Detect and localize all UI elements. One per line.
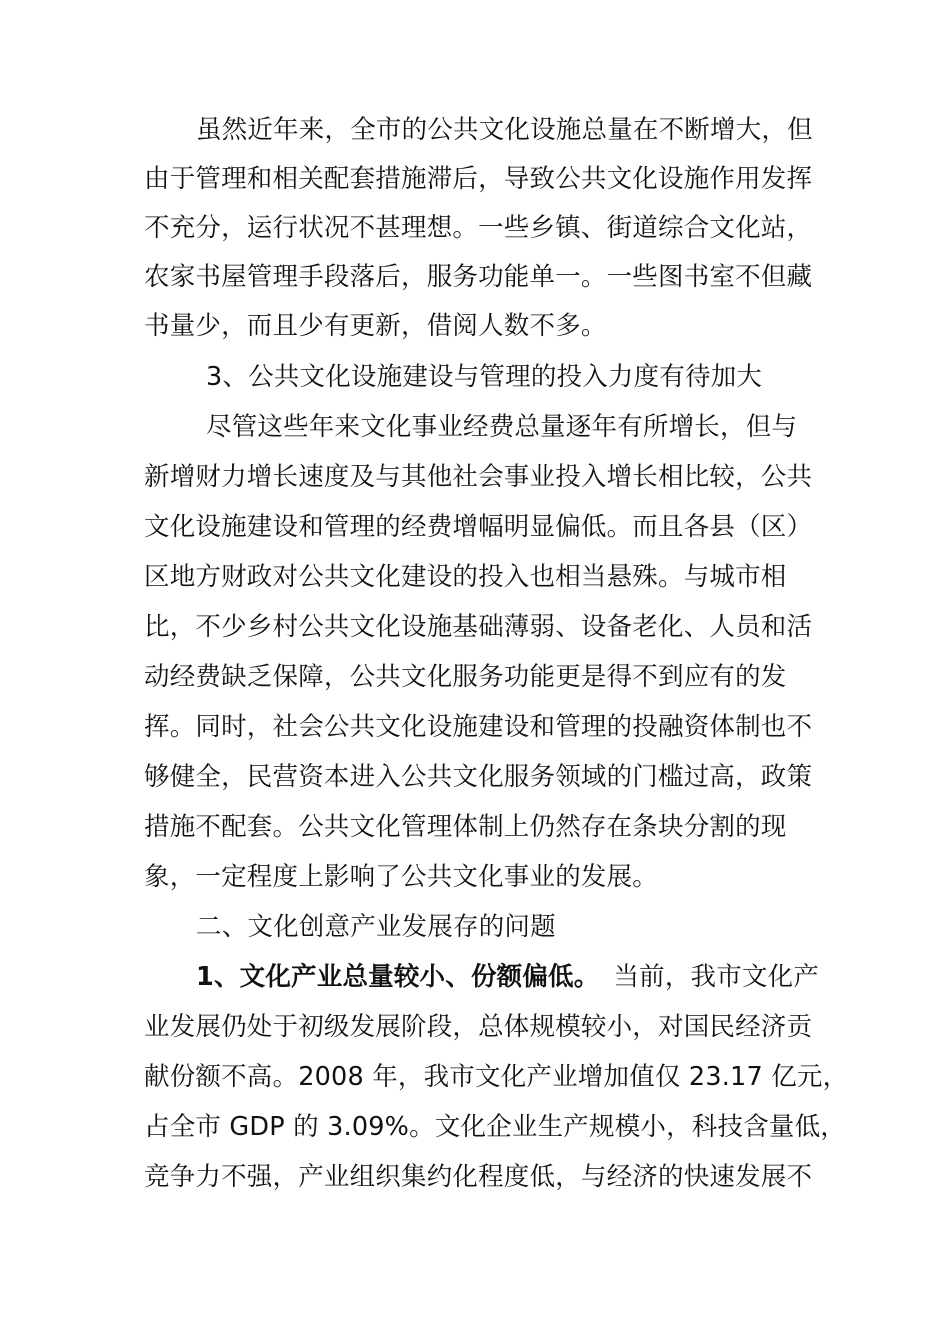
paragraph-line: 区地方财政对公共文化建设的投入也相当悬殊。与城市相 xyxy=(144,562,787,592)
paragraph-line: 献份额不高。2008 年，我市文化产业增加值仅 23.17 亿元， xyxy=(144,1062,849,1092)
paragraph-line: 虽然近年来，全市的公共文化设施总量在不断增大，但 xyxy=(196,115,813,145)
paragraph-line: 尽管这些年来文化事业经费总量逐年有所增长，但与 xyxy=(206,412,798,442)
paragraph-line: 占全市 GDP 的 3.09%。文化企业生产规模小，科技含量低， xyxy=(144,1112,846,1142)
paragraph-line: 不充分，运行状况不甚理想。一些乡镇、街道综合文化站， xyxy=(144,213,813,243)
paragraph-line: 业发展仍处于初级发展阶段，总体规模较小，对国民经济贡 xyxy=(144,1012,813,1042)
paragraph-line: 由于管理和相关配套措施滞后，导致公共文化设施作用发挥 xyxy=(144,164,813,194)
section-heading: 二、文化创意产业发展存的问题 xyxy=(196,912,556,942)
paragraph-text: 当前，我市文化产 xyxy=(613,962,820,992)
paragraph-line: 动经费缺乏保障，公共文化服务功能更是得不到应有的发 xyxy=(144,662,787,692)
paragraph-line: 农家书屋管理手段落后，服务功能单一。一些图书室不但藏 xyxy=(144,262,813,292)
paragraph-line: 文化设施建设和管理的经费增幅明显偏低。而且各县（区） xyxy=(144,512,813,542)
paragraph-line: 够健全，民营资本进入公共文化服务领域的门槛过高，政策 xyxy=(144,762,813,792)
paragraph-first-line xyxy=(196,953,819,1002)
paragraph-line: 比，不少乡村公共文化设施基础薄弱、设备老化、人员和活 xyxy=(144,612,813,642)
paragraph-line: 挥。同时，社会公共文化设施建设和管理的投融资体制也不 xyxy=(144,712,813,742)
paragraph-line: 新增财力增长速度及与其他社会事业投入增长相比较，公共 xyxy=(144,462,813,492)
paragraph-line: 象，一定程度上影响了公共文化事业的发展。 xyxy=(144,862,659,892)
paragraph-line: 书量少，而且少有更新，借阅人数不多。 xyxy=(144,311,607,341)
bold-lead-text: 1、文化产业总量较小、份额偏低。 xyxy=(196,962,600,992)
subsection-heading: 3、公共文化设施建设与管理的投入力度有待加大 xyxy=(206,362,763,392)
paragraph-line: 措施不配套。公共文化管理体制上仍然存在条块分割的现 xyxy=(144,812,787,842)
paragraph-line: 竞争力不强，产业组织集约化程度低，与经济的快速发展不 xyxy=(144,1162,813,1192)
